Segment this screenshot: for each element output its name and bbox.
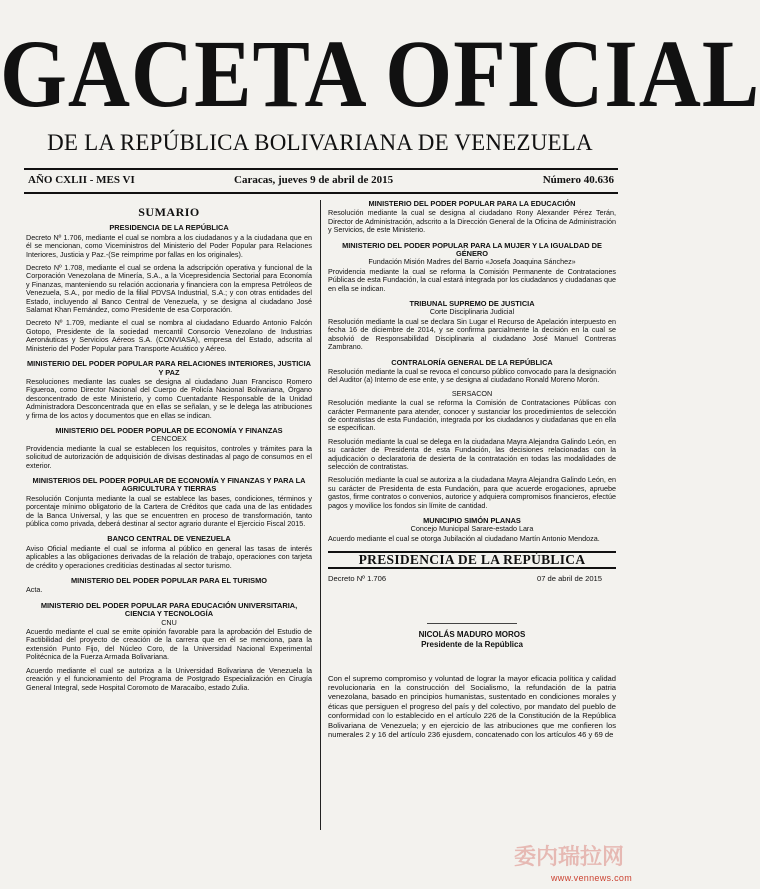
section-subheading: CNU [161,617,177,627]
section-heading: TRIBUNAL SUPREMO DE JUSTICIA [409,299,535,309]
summary-entry: Providencia mediante la cual se reforma la Comisión Permanente de Contrataciones Públicas de esta Fundación, la cual estará integrada por los ciudadanos y ciudadanas que en ella se indican. [328,266,616,293]
summary-entry: Decreto Nº 1.709, mediante el cual se nombra al ciudadano Eduardo Antonio Falcón Gotopo, Presidente de la sociedad mercantil Consorcio Venezolano de Industrias Aeronáuticas y Servicios Aéreos S.A. (CONVIASA), empresa del Estado, adscrita al Ministerio del Poder Popular para Transporte Acuático y Aéreo. [26,318,312,353]
section-subheading: SERSACON [451,388,493,398]
sumario-left-entries [26,224,312,692]
divider-rule [427,623,517,624]
issue-year-month: AÑO CXLII - MES VI [28,174,135,186]
summary-entry: Aviso Oficial mediante el cual se informa al público en general las tasas de interés aplicables a las obligaciones derivadas de la relación de trabajo, operaciones con tarjeta de crédito y operaciones crediticias destinadas al sector turismo. [26,543,312,570]
watermark-url: www.vennews.com [550,873,632,883]
summary-entry: Providencia mediante la cual se establecen los requisitos, controles y trámites para la solicitud de autorización de adquisición de divisas destinadas al pago de consumos en el exterior. [26,443,312,470]
section-subheading: CENCOEX [151,434,187,444]
section-heading: BANCO CENTRAL DE VENEZUELA [107,534,231,544]
section-heading: MUNICIPIO SIMÓN PLANAS [423,516,521,525]
column-divider [320,200,321,830]
section-subheading: Concejo Municipal Sarare-estado Lara [410,524,534,534]
section-heading: MINISTERIO DEL PODER POPULAR PARA RELACIONES INTERIORES, JUSTICIA Y PAZ [26,359,312,377]
summary-entry: Resolución mediante la cual se autoriza a la ciudadana Mayra Alejandra Galindo León, en su carácter de Presidenta de esta Fundación, para que acuerde erogaciones, apruebe gastos, firme contratos o convenios, autorice y adquiera compromisos financieros, efectúe pagos y movilice los fondos sin límite de cantidad. [328,475,616,510]
section-heading: MINISTERIO DEL PODER POPULAR PARA EDUCACIÓN UNIVERSITARIA, CIENCIA Y TECNOLOGÍA [40,600,298,619]
decree-number: Decreto Nº 1.706 [328,573,387,583]
section-heading: CONTRALORÍA GENERAL DE LA REPÚBLICA [391,357,553,367]
summary-entry: Decreto Nº 1.708, mediante el cual se ordena la adscripción operativa y funcional de la Corporación Venezolana de Minería, S.A., a la Vicepresidencia Sectorial para Economía y Finanzas, manteniendo su relación accionaria y financiera con la empresa Petróleos de Venezuela, S.A., por medio de la filial PDVSA Industrial, S.A.; y con otras entidades del Estado, incluyendo al Banco Central de Venezuela, y se designa al ciudadano José Salamat Khan Fernández, como Presidente de esa Corporación. [26,263,312,315]
summary-entry: Resolución Conjunta mediante la cual se establece las bases, condiciones, términos y porcentaje mínimo obligatorio de la Cartera de Créditos que cada una de las entidades de la Banca Universal, y las que se encuentren en proceso de transformación, tanto pública como privada, deberá destinar al sector agrario durante el Ejercicio Fiscal 2015. [26,493,312,528]
issue-bar [24,168,618,194]
decree-header [328,575,616,589]
summary-entry: Acuerdo mediante el cual se autoriza a la Universidad Bolivariana de Venezuela la creación y el funcionamiento del Programa de Postgrado Especialización en Cirugía General Integral, sede Hospital Coromoto de Maracaibo, estado Zulia. [26,665,312,692]
issue-place-date: Caracas, jueves 9 de abril de 2015 [234,174,394,186]
summary-entry: Resolución mediante la cual se revoca el concurso público convocado para la designación del Auditor (a) Interno de ese ente, y se designa al ciudadano Ronald Moreno Morón. [328,366,616,385]
summary-entry: Acuerdo mediante el cual se otorga Jubilación al ciudadano Martín Antonio Mendoza. [328,533,600,543]
section-subheading: Fundación Misión Madres del Barrio «Josefa Joaquina Sánchez» [368,257,576,267]
decree-body: Con el supremo compromiso y voluntad de lograr la mayor eficacia política y calidad revolucionaria en la construcción del Socialismo, la refundación de la patria venezolana, basado en principios humanistas, sustentado en condiciones morales y éticas que persiguen el progreso del país y del colectivo, por mandato del pueblo de conformidad con lo establecido en el artículo 226 de la Constitución de la República Bolivariana de Venezuela; y en ejercicio de las atribuciones que me confieren los numerales 2 y 16 del artículo 236 ejusdem, concatenado con los artículos 46 y 69 de [328,673,616,740]
summary-entry: Resolución mediante la cual se reforma la Comisión de Contrataciones Públicas con carácter Permanente para atender, conocer y sustanciar los procedimientos de selección de contratistas de esta Fundación, integrada por los ciudadanos y ciudadanas que en ella se especifican. [328,398,616,433]
summary-entry: Decreto Nº 1.706, mediante el cual se nombra a los ciudadanos y a la ciudadana que en él se mencionan, como Viceministros del Ministerio del Poder Popular para Relaciones Interiores, Justicia y Paz.-(Se reimprime por fallas en los originales). [26,232,312,259]
section-heading: MINISTERIO DEL PODER POPULAR PARA LA EDUCACIÓN [368,199,576,208]
summary-entry: Resolución mediante la cual se declara Sin Lugar el Recurso de Apelación interpuesto en fecha 16 de diciembre de 2014, y se confirma parcialmente la decisión en la cual se absolvió de Responsabilidad Disciplinaria al ciudadano José Manuel Contreras Zambrano. [328,316,616,352]
masthead [0,0,760,172]
right-column [328,200,616,739]
section-heading: MINISTERIO DEL PODER POPULAR PARA LA MUJER Y LA IGUALDAD DE GÉNERO [342,240,602,259]
section-subheading: Corte Disciplinaria Judicial [429,307,515,317]
gazette-title: GACETA OFICIAL [0,19,760,128]
president-role: Presidente de la República [421,639,523,649]
summary-entry: Resolución mediante la cual se designa al ciudadano Rony Alexander Pérez Terán, Director de Administración, adscrito a la Dirección General de la Oficina de Administración y Servicios, de este Ministerio. [328,208,616,235]
presidencia-section-title: PRESIDENCIA DE LA REPÚBLICA [328,551,616,568]
section-heading: MINISTERIO DEL PODER POPULAR DE ECONOMÍA Y FINANZAS [55,425,283,435]
summary-entry: Acta. [26,585,43,595]
president-name: NICOLÁS MADURO MOROS [418,629,526,639]
sumario-left-column [26,204,312,697]
section-heading: MINISTERIO DEL PODER POPULAR PARA EL TURISMO [70,576,267,586]
section-heading: MINISTERIOS DEL PODER POPULAR DE ECONOMÍA Y FINANZAS Y PARA LA AGRICULTURA Y TIERRAS [32,475,306,494]
issue-number: Número 40.636 [542,174,614,186]
sumario-right-entries [328,200,616,543]
decree-date: 07 de abril de 2015 [536,573,602,583]
gazette-subtitle: DE LA REPÚBLICA BOLIVARIANA DE VENEZUELA [47,130,593,155]
section-heading: PRESIDENCIA DE LA REPÚBLICA [109,223,229,233]
watermark-logo: 委内瑞拉网 [513,844,624,869]
summary-entry: Resoluciones mediante las cuales se designa al ciudadano Juan Francisco Romero Figueroa, como Director Nacional del Cuerpo de Policía Nacional Bolivariana, Órgano desconcentrado de este Ministerio, y como Cuentadante Responsable de la Unidad Administradora Desconcentrada que en ellas se señalan, y se le delega las atribuciones y firma de los actos y documentos que en ellas se indican. [26,376,312,420]
summary-entry: Resolución mediante la cual se delega en la ciudadana Mayra Alejandra Galindo León, en su carácter de Presidenta de esta Fundación, las decisiones relacionadas con la adjudicación o declaratoria de desierta de la contratación en todas las modalidades de selección de contratistas. [328,436,616,471]
summary-entry: Acuerdo mediante el cual se emite opinión favorable para la aprobación del Estudio de Factibilidad del proyecto de creación de la carrera que en él se menciona, para la extensión Punto Fijo, del Núcleo Coro, de la Universidad Nacional Experimental Politécnica de la Fuerza Armada Bolivariana. [26,627,312,662]
sumario-heading: SUMARIO [138,205,200,219]
